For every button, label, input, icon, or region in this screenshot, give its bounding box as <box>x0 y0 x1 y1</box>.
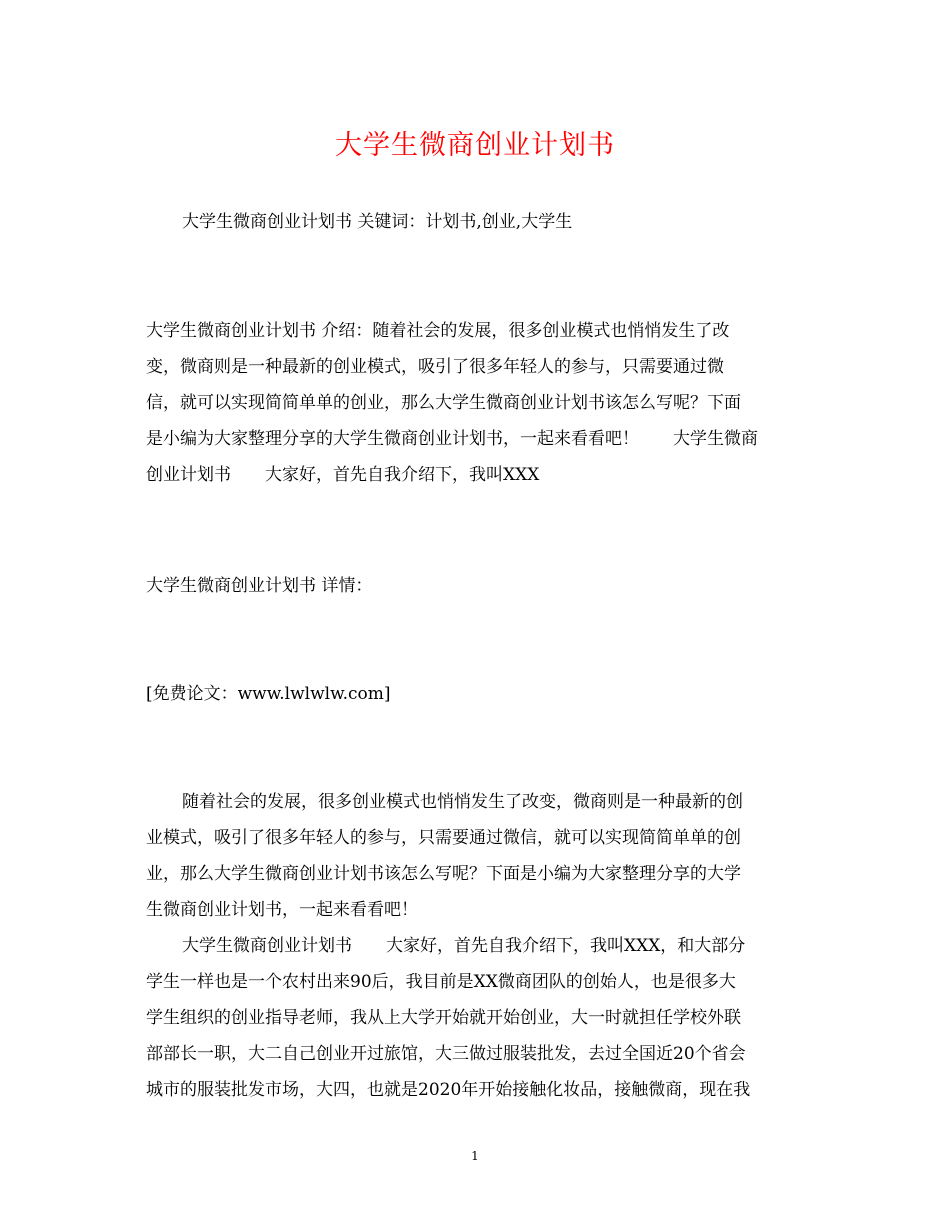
intro-line: 变，微商则是一种最新的创业模式，吸引了很多年轻人的参与，只需要通过微 <box>146 357 724 377</box>
body-line: 学生组织的创业指导老师，我从上大学开始就开始创业，大一时就担任学校外联 <box>146 1008 741 1028</box>
body-line: 大学生微商创业计划书 大家好，首先自我介绍下，我叫XXX，和大部分 <box>182 936 746 956</box>
detail-heading-text: 大学生微商创业计划书 详情： <box>146 576 373 596</box>
body-line: 业模式，吸引了很多年轻人的参与，只需要通过微信，就可以实现简简单单的创 <box>146 828 741 848</box>
intro-line: 大学生微商创业计划书 介绍：随着社会的发展，很多创业模式也悄悄发生了改 <box>146 321 730 341</box>
keywords-line: 大学生微商创业计划书 关键词：计划书,创业,大学生 <box>182 212 573 232</box>
intro-line: 创业计划书 大家好，首先自我介绍下，我叫XXX <box>146 465 540 485</box>
body-line: 业，那么大学生微商创业计划书该怎么写呢？下面是小编为大家整理分享的大学 <box>146 864 741 884</box>
intro-paragraph <box>146 313 810 493</box>
intro-line: 是小编为大家整理分享的大学生微商创业计划书，一起来看看吧！ 大学生微商 <box>146 429 758 449</box>
body-line: 学生一样也是一个农村出来90后，我目前是XX微商团队的创始人，也是很多大 <box>146 972 736 992</box>
page-number: 1 <box>471 1149 479 1163</box>
detail-heading <box>146 568 810 604</box>
free-paper-text: [免费论文：www.lwlwlw.com] <box>146 684 391 704</box>
intro-line: 信，就可以实现简简单单的创业，那么大学生微商创业计划书该怎么写呢？下面 <box>146 393 741 413</box>
body-line: 随着社会的发展，很多创业模式也悄悄发生了改变，微商则是一种最新的创 <box>182 792 743 812</box>
document-title: 大学生微商创业计划书 <box>335 130 615 161</box>
body-line: 生微商创业计划书，一起来看看吧！ <box>146 900 418 920</box>
body-line: 部部长一职，大二自己创业开过旅馆，大三做过服装批发，去过全国近20个省会 <box>146 1044 746 1064</box>
body-paragraph-1 <box>146 784 810 928</box>
free-paper-note <box>146 676 810 712</box>
keywords-paragraph <box>146 204 810 240</box>
body-line: 城市的服装批发市场，大四，也就是2020年开始接触化妆品，接触微商，现在我 <box>146 1080 751 1100</box>
body-paragraph-2 <box>146 928 810 1108</box>
